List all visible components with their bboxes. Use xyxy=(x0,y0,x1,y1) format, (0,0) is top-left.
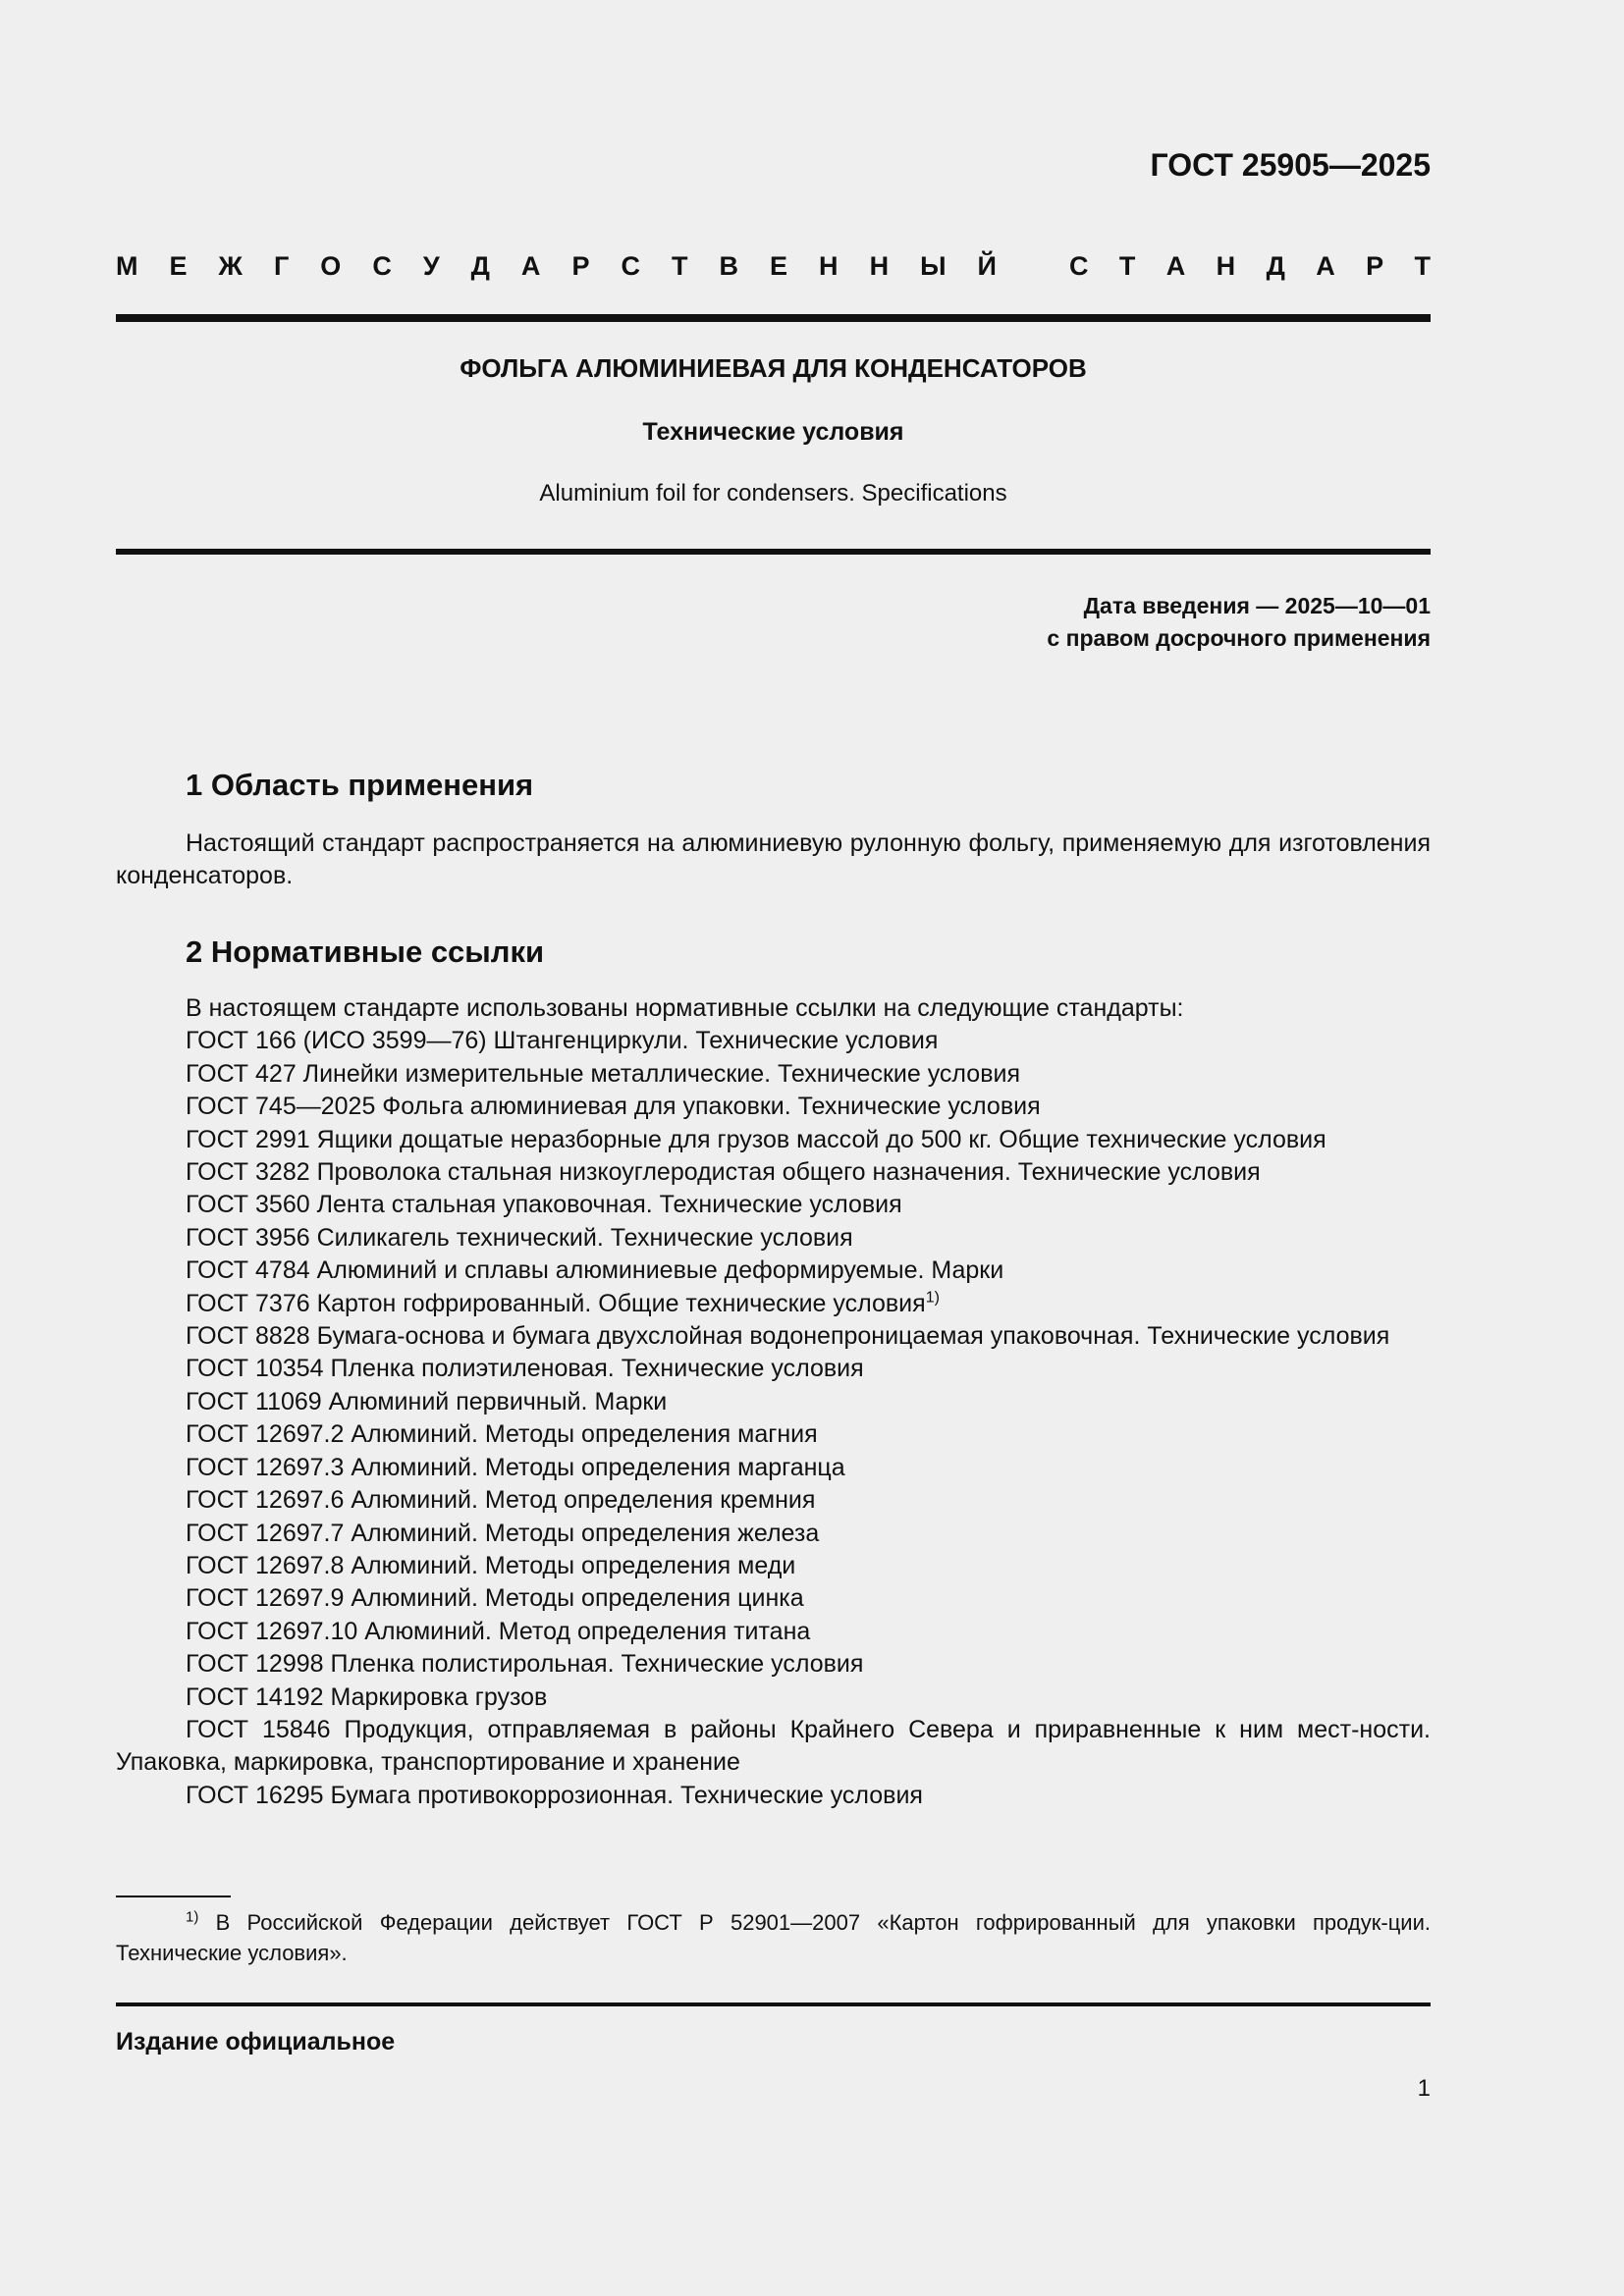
reference-item xyxy=(116,1682,1431,1714)
reference-item xyxy=(116,1780,1431,1812)
banner-letter: Н xyxy=(869,251,890,281)
reference-item xyxy=(116,1484,1431,1517)
section-1-text xyxy=(116,828,1431,893)
reference-item xyxy=(116,1025,1431,1057)
normative-references xyxy=(116,992,1431,1812)
footnote-text: В Российской Федерации действует ГОСТ Р 52901—2007 «Картон гофрированный для упаковки продук-ции. Технические условия». xyxy=(116,1910,1431,1965)
reference-item xyxy=(116,1418,1431,1451)
banner-letter: Р xyxy=(571,251,590,281)
reference-text: ГОСТ 10354 Пленка полиэтиленовая. Технические условия xyxy=(186,1355,864,1383)
banner-word-1 xyxy=(116,251,997,282)
banner-letter: Н xyxy=(1216,251,1236,281)
reference-text: ГОСТ 12697.2 Алюминий. Методы определения магния xyxy=(186,1420,818,1449)
reference-text: ГОСТ 12697.3 Алюминий. Методы определения марганца xyxy=(186,1453,845,1481)
page-number: 1 xyxy=(1417,2075,1431,2102)
banner-letter: С xyxy=(1069,251,1089,281)
reference-text: ГОСТ 14192 Маркировка грузов xyxy=(186,1682,548,1711)
reference-item xyxy=(116,1616,1431,1648)
document-subtitle: Технические условия xyxy=(642,418,904,446)
banner-letter: М xyxy=(116,251,138,281)
banner-letter: У xyxy=(422,251,440,281)
references-lead: В настоящем стандарте использованы нормативные ссылки на следующие стандарты: xyxy=(186,994,1184,1022)
reference-text: ГОСТ 15846 Продукция, отправляемая в районы Крайнего Севера и приравненные к ним мест-ности. Упаковка, маркировка, транспортирование и хранение xyxy=(116,1715,1431,1777)
banner-letter: Н xyxy=(819,251,839,281)
banner-letter: Т xyxy=(1414,251,1431,281)
reference-item xyxy=(116,1550,1431,1582)
top-thick-rule xyxy=(116,314,1431,322)
banner-letter: Г xyxy=(273,251,290,281)
reference-text: ГОСТ 7376 Картон гофрированный. Общие технические условия xyxy=(186,1289,926,1317)
footer-rule xyxy=(116,2002,1431,2006)
reference-item xyxy=(116,1320,1431,1353)
banner-letter: Т xyxy=(671,251,688,281)
banner-letter: А xyxy=(1316,251,1335,281)
reference-item xyxy=(116,1518,1431,1550)
reference-item xyxy=(116,1124,1431,1156)
reference-text: ГОСТ 3282 Проволока стальная низкоуглеродистая общего назначения. Технические условия xyxy=(186,1158,1261,1187)
reference-text: ГОСТ 3956 Силикагель технический. Технические условия xyxy=(186,1223,853,1252)
reference-item xyxy=(116,1353,1431,1385)
reference-text: ГОСТ 16295 Бумага противокоррозионная. Технические условия xyxy=(186,1781,923,1809)
banner-letter: Р xyxy=(1366,251,1384,281)
banner-letter: О xyxy=(320,251,342,281)
title-bottom-rule xyxy=(116,549,1431,555)
english-title: Aluminium foil for condensers. Specifications xyxy=(539,480,1007,507)
section-1-paragraph: Настоящий стандарт распространяется на алюминиевую рулонную фольгу, применяемую для изготовления конденсаторов. xyxy=(116,829,1431,890)
document-title: ФОЛЬГА АЛЮМИНИЕВАЯ ДЛЯ КОНДЕНСАТОРОВ xyxy=(460,353,1087,383)
reference-text: ГОСТ 12697.9 Алюминий. Методы определения цинка xyxy=(186,1584,804,1613)
section-1-heading: 1 Область применения xyxy=(186,768,534,802)
banner-letter: В xyxy=(719,251,738,281)
reference-item xyxy=(116,1189,1431,1221)
reference-text: ГОСТ 745—2025 Фольга алюминиевая для упаковки. Технические условия xyxy=(186,1093,1041,1121)
official-edition-label: Издание официальное xyxy=(116,2028,396,2056)
reference-item xyxy=(116,1058,1431,1091)
banner-letter: Ж xyxy=(218,251,243,281)
reference-item xyxy=(116,1648,1431,1681)
footnote-text-block xyxy=(116,1907,1431,1968)
reference-text: ГОСТ 3560 Лента стальная упаковочная. Технические условия xyxy=(186,1191,902,1219)
section-2-heading: 2 Нормативные ссылки xyxy=(186,934,545,969)
footnote-separator xyxy=(116,1896,231,1897)
document-code: ГОСТ 25905—2025 xyxy=(1150,147,1431,183)
reference-text: ГОСТ 2991 Ящики дощатые неразборные для грузов массой до 500 кг. Общие технические условия xyxy=(186,1125,1326,1153)
reference-text: ГОСТ 8828 Бумага-основа и бумага двухслойная водонепроницаемая упаковочная. Технические условия xyxy=(186,1322,1390,1351)
reference-text: ГОСТ 427 Линейки измерительные металлические. Технические условия xyxy=(186,1059,1020,1088)
footnote xyxy=(116,1907,1431,1968)
reference-text: ГОСТ 12697.7 Алюминий. Методы определения железа xyxy=(186,1519,820,1547)
banner-letter: А xyxy=(520,251,541,281)
reference-item xyxy=(116,1156,1431,1189)
reference-text: ГОСТ 12697.6 Алюминий. Метод определения кремния xyxy=(186,1486,816,1515)
footnote-reference-mark: 1) xyxy=(925,1289,940,1307)
standard-type-banner xyxy=(116,251,1431,282)
banner-letter: Е xyxy=(169,251,188,281)
introduction-date-line: Дата введения — 2025—10—01 xyxy=(1083,593,1431,618)
footnote-mark: 1) xyxy=(186,1908,199,1926)
reference-item xyxy=(116,1288,1431,1320)
early-application-line: с правом досрочного применения xyxy=(1047,625,1431,651)
banner-letter: Й xyxy=(977,251,997,281)
reference-item xyxy=(116,1255,1431,1287)
banner-letter: Д xyxy=(1266,251,1285,281)
reference-text: ГОСТ 4784 Алюминий и сплавы алюминиевые деформируемые. Марки xyxy=(186,1256,1004,1285)
introduction-date xyxy=(1047,590,1431,655)
reference-item xyxy=(116,1222,1431,1255)
reference-item xyxy=(116,1452,1431,1484)
reference-text: ГОСТ 166 (ИСО 3599—76) Штангенциркули. Технические условия xyxy=(186,1027,939,1055)
banner-letter: Е xyxy=(770,251,788,281)
reference-item xyxy=(116,1091,1431,1123)
banner-letter: А xyxy=(1165,251,1186,281)
banner-word-2 xyxy=(1069,251,1431,282)
banner-letter: С xyxy=(372,251,392,281)
banner-letter: С xyxy=(621,251,640,281)
reference-item xyxy=(116,1386,1431,1418)
reference-text: ГОСТ 12998 Пленка полистирольная. Технические условия xyxy=(186,1650,864,1679)
banner-letter: Т xyxy=(1118,251,1136,281)
reference-text: ГОСТ 11069 Алюминий первичный. Марки xyxy=(186,1387,668,1415)
reference-text: ГОСТ 12697.10 Алюминий. Метод определения титана xyxy=(186,1617,811,1645)
banner-letter: Ы xyxy=(920,251,947,281)
reference-item xyxy=(116,1714,1431,1780)
banner-letter: Д xyxy=(470,251,490,281)
reference-text: ГОСТ 12697.8 Алюминий. Методы определения меди xyxy=(186,1551,796,1579)
reference-item xyxy=(116,1582,1431,1615)
